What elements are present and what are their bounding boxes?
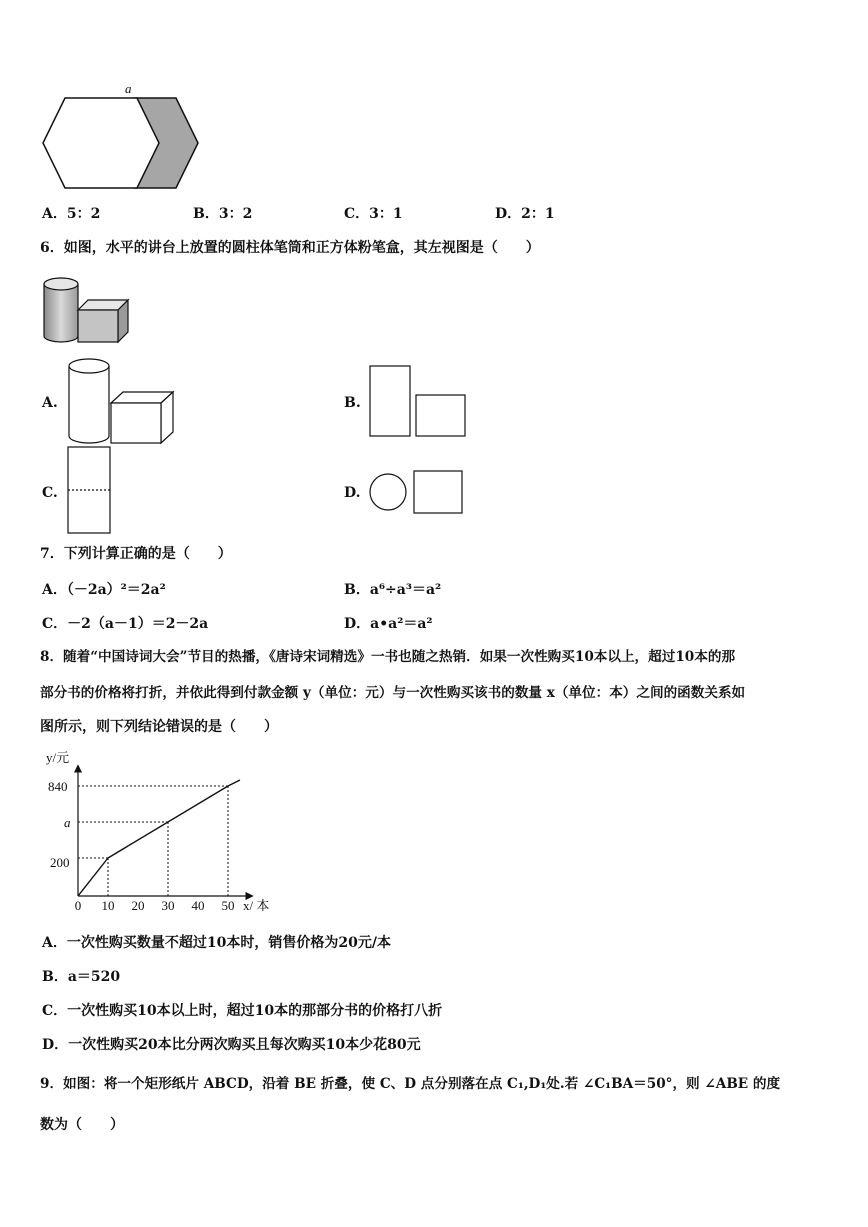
cylinder-top — [44, 278, 78, 290]
y-axis-label: y/元 — [46, 750, 70, 765]
x-tick-label: 0 — [74, 898, 82, 913]
q6-option-a-letter: A. — [42, 395, 58, 411]
tall-rectangle — [370, 366, 410, 436]
x-axis-label: x/ 本 — [243, 898, 270, 913]
cylinder-top-ellipse — [69, 359, 109, 373]
q8-stem-line-3: 图所示，则下列结论错误的是（ ） — [40, 719, 278, 735]
x-tick-label: 20 — [131, 898, 145, 913]
q6-stem: 6．如图，水平的讲台上放置的圆柱体笔筒和正方体粉笔盒，其左视图是（ ） — [40, 240, 540, 256]
q5-option-b: B．3：2 — [193, 206, 253, 222]
q6-option-a-figure — [66, 355, 178, 447]
q6-option-b-figure — [368, 364, 468, 440]
x-tick-label: 50 — [221, 898, 235, 913]
q6-option-d-letter: D. — [344, 485, 361, 501]
q6-option-b-letter: B. — [344, 395, 361, 411]
q7-stem: 7．下列计算正确的是（ ） — [40, 546, 232, 562]
q6-option-d-figure — [368, 468, 468, 516]
q8-stem-line-2: 部分书的价格将打折，并依此得到付款金额 y（单位：元）与一次性购买该书的数量 x（单位：本）之间的函数关系如 — [40, 685, 746, 701]
q5-option-d: D．2：1 — [495, 206, 555, 222]
q9-stem-line-1: 9．如图：将一个矩形纸片 ABCD，沿着 BE 折叠，使 C、D 点分别落在点 C₁,D₁处.若 ∠C₁BA＝50°，则 ∠ABE 的度 — [40, 1076, 781, 1092]
x-tick-label: 40 — [191, 898, 205, 913]
x-tick-label: 10 — [101, 898, 115, 913]
q6-option-c-figure — [66, 445, 114, 537]
q8-stem-line-1: 8．随着“中国诗词大会”节目的热播，《唐诗宋词精选》一书也随之热销．如果一次性购买10本以上，超过10本的那 — [40, 649, 736, 665]
q8-option-c: C．一次性购买10本以上时，超过10本的那部分书的价格打八折 — [42, 1003, 443, 1019]
x-tick-label: 30 — [161, 898, 175, 913]
y-tick-840: 840 — [48, 779, 68, 794]
q5-option-c: C．3：1 — [344, 206, 403, 222]
cylinder-body — [44, 284, 78, 342]
q8-function-graph — [40, 748, 280, 918]
figure-label-a: a — [125, 81, 132, 96]
hexagon — [43, 98, 159, 188]
square — [416, 395, 465, 436]
square — [414, 471, 462, 513]
q6-solids-figure — [40, 272, 132, 346]
q6-option-c-letter: C. — [42, 485, 58, 501]
y-tick-a: a — [64, 815, 71, 830]
graph-segment-1 — [78, 858, 108, 896]
circle — [370, 474, 406, 510]
cylinder-outline — [69, 366, 109, 443]
q7-option-b: B．a⁶÷a³＝a² — [344, 582, 442, 598]
graph-segment-extension — [228, 780, 240, 786]
cube-front-face — [111, 403, 161, 443]
q8-option-b: B．a＝520 — [42, 969, 121, 985]
q7-option-a: A．（－2a）²＝2a² — [42, 582, 166, 598]
q5-option-a: A．5：2 — [42, 206, 101, 222]
q8-option-a: A．一次性购买数量不超过10本时，销售价格为20元/本 — [42, 935, 391, 951]
q9-stem-line-2: 数为（ ） — [40, 1117, 124, 1133]
cube-front — [78, 310, 118, 342]
y-tick-200: 200 — [50, 855, 70, 870]
q8-option-d: D．一次性购买20本比分两次购买且每次购买10本少花80元 — [42, 1037, 421, 1053]
q7-option-d: D．a•a²＝a² — [344, 616, 433, 632]
q5-hexagon-figure — [40, 80, 170, 192]
q7-option-c: C．－2（a－1）＝2－2a — [42, 616, 209, 632]
